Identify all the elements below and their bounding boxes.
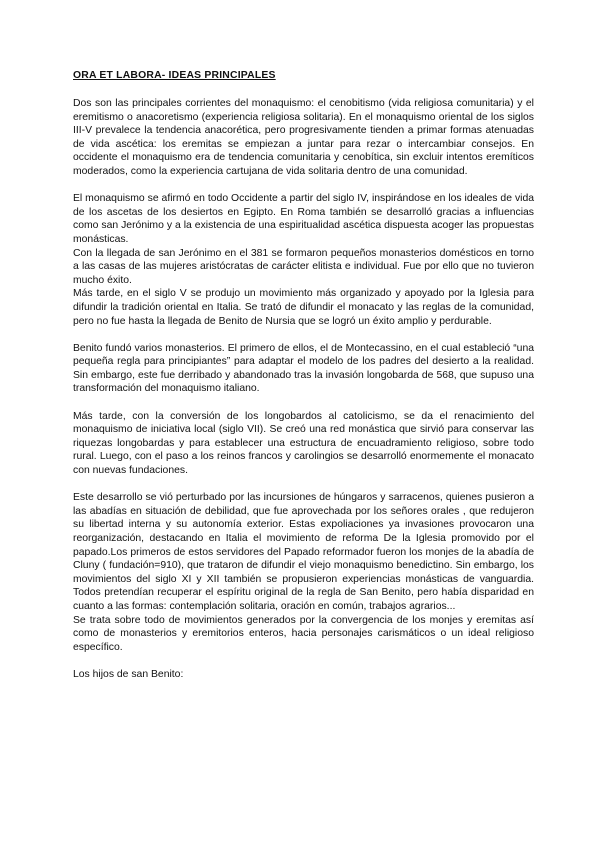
paragraph-hijos-san-benito: Los hijos de san Benito: <box>73 668 184 680</box>
paragraph-cluny: Este desarrollo se vió perturbado por las incursiones de húngaros y sarracenos, quienes pusieron a las abadías en situación de debilidad, que fue aprovechada por los señores orales , que redujeron su libertad interna y su autonomía exterior. Estas expoliaciones ya invasiones provocaron una reorganización, destacando en Italia el movimiento de reforma De la Iglesia promovido por el papado.Los primeros de estos servidores del Papado reformador fueron los monjes de la abadía de Cluny ( fundación=910), que trataron de difundir el viejo monaquismo benedictino. Sin embargo, los movimientos del siglo XI y XII también se propusieron experiencias monásticas de vanguardia. Todos pretendían recuperar el espíritu original de la regla de San Benito, pero había disparidad en cuanto a las formas: contemplación solitaria, oración en común, trabajos agrarios... <box>73 492 534 612</box>
paragraph-san-jeronimo: Con la llegada de san Jerónimo en el 381 se formaron pequeños monasterios domésticos en torno a las casas de las mujeres aristócratas de carácter elitista e individual. Fue por ello que no tuvieron mucho éxito. <box>73 247 534 286</box>
paragraph-movimientos: Se trata sobre todo de movimientos generados por la convergencia de los monjes y eremitas así como de monasterios y eremitorios enteros, hacia personajes carismáticos o un ideal religioso específico. <box>73 614 534 653</box>
paragraph-siglo-v: Más tarde, en el siglo V se produjo un movimiento más organizado y apoyado por la Iglesia para difundir la tradición oriental en Italia. Se trató de difundir el monacato y las reglas de la comunidad, pero no fue hasta la llegada de Benito de Nursia que se logró un éxito amplio y perdurable. <box>73 288 534 327</box>
paragraph-benito: Benito fundó varios monasterios. El primero de ellos, el de Montecassino, en el cual estableció “una pequeña regla para principiantes” para adaptar el modelo de los padres del desierto a la realidad. Sin embargo, este fue derribado y abandonado tras la invasión longobarda de 568, que supuso una transformación del monaquismo italiano. <box>73 342 534 395</box>
paragraph-longobardos: Más tarde, con la conversión de los longobardos al catolicismo, se da el renacimiento del monaquismo de iniciativa local (siglo VII). Se creó una red monástica que sirvió para conservar las riquezas longobardas y para establecer una estructura de encuadramiento religioso, sobre todo rural. Luego, con el paso a los reinos francos y carolingios se desarrolló enormemente el monacato con nuevas fundaciones. <box>73 410 534 477</box>
paragraph-occidente: El monaquismo se afirmó en todo Occidente a partir del siglo IV, inspirándose en los ideales de vida de los ascetas de los desiertos en Egipto. En Roma también se desarrolló gracias a influencias como san Jerónimo y a la existencia de una espiritualidad ascética dispuesta acoger las propuestas monásticas. <box>73 193 534 245</box>
paragraph-monaquismo-corrientes: Dos son las principales corrientes del monaquismo: el cenobitismo (vida religiosa comunitaria) y el eremitismo o anacoretismo (experiencia religiosa solitaria). En el monaquismo oriental de los siglos III-V prevalece la tendencia anacorética, pero progresivamente tienden a primar formas atenuadas de vida ascética: los eremitas se empiezan a juntar para rezar o intercambiar consejos. En occidente el monaquismo era de tendencia comunitaria y cenobítica, sin excluir intentos eremíticos moderados, como la experiencia cartujana de vida solitaria dentro de una comunidad. <box>73 98 534 177</box>
document-title: ORA ET LABORA- IDEAS PRINCIPALES <box>73 70 276 81</box>
